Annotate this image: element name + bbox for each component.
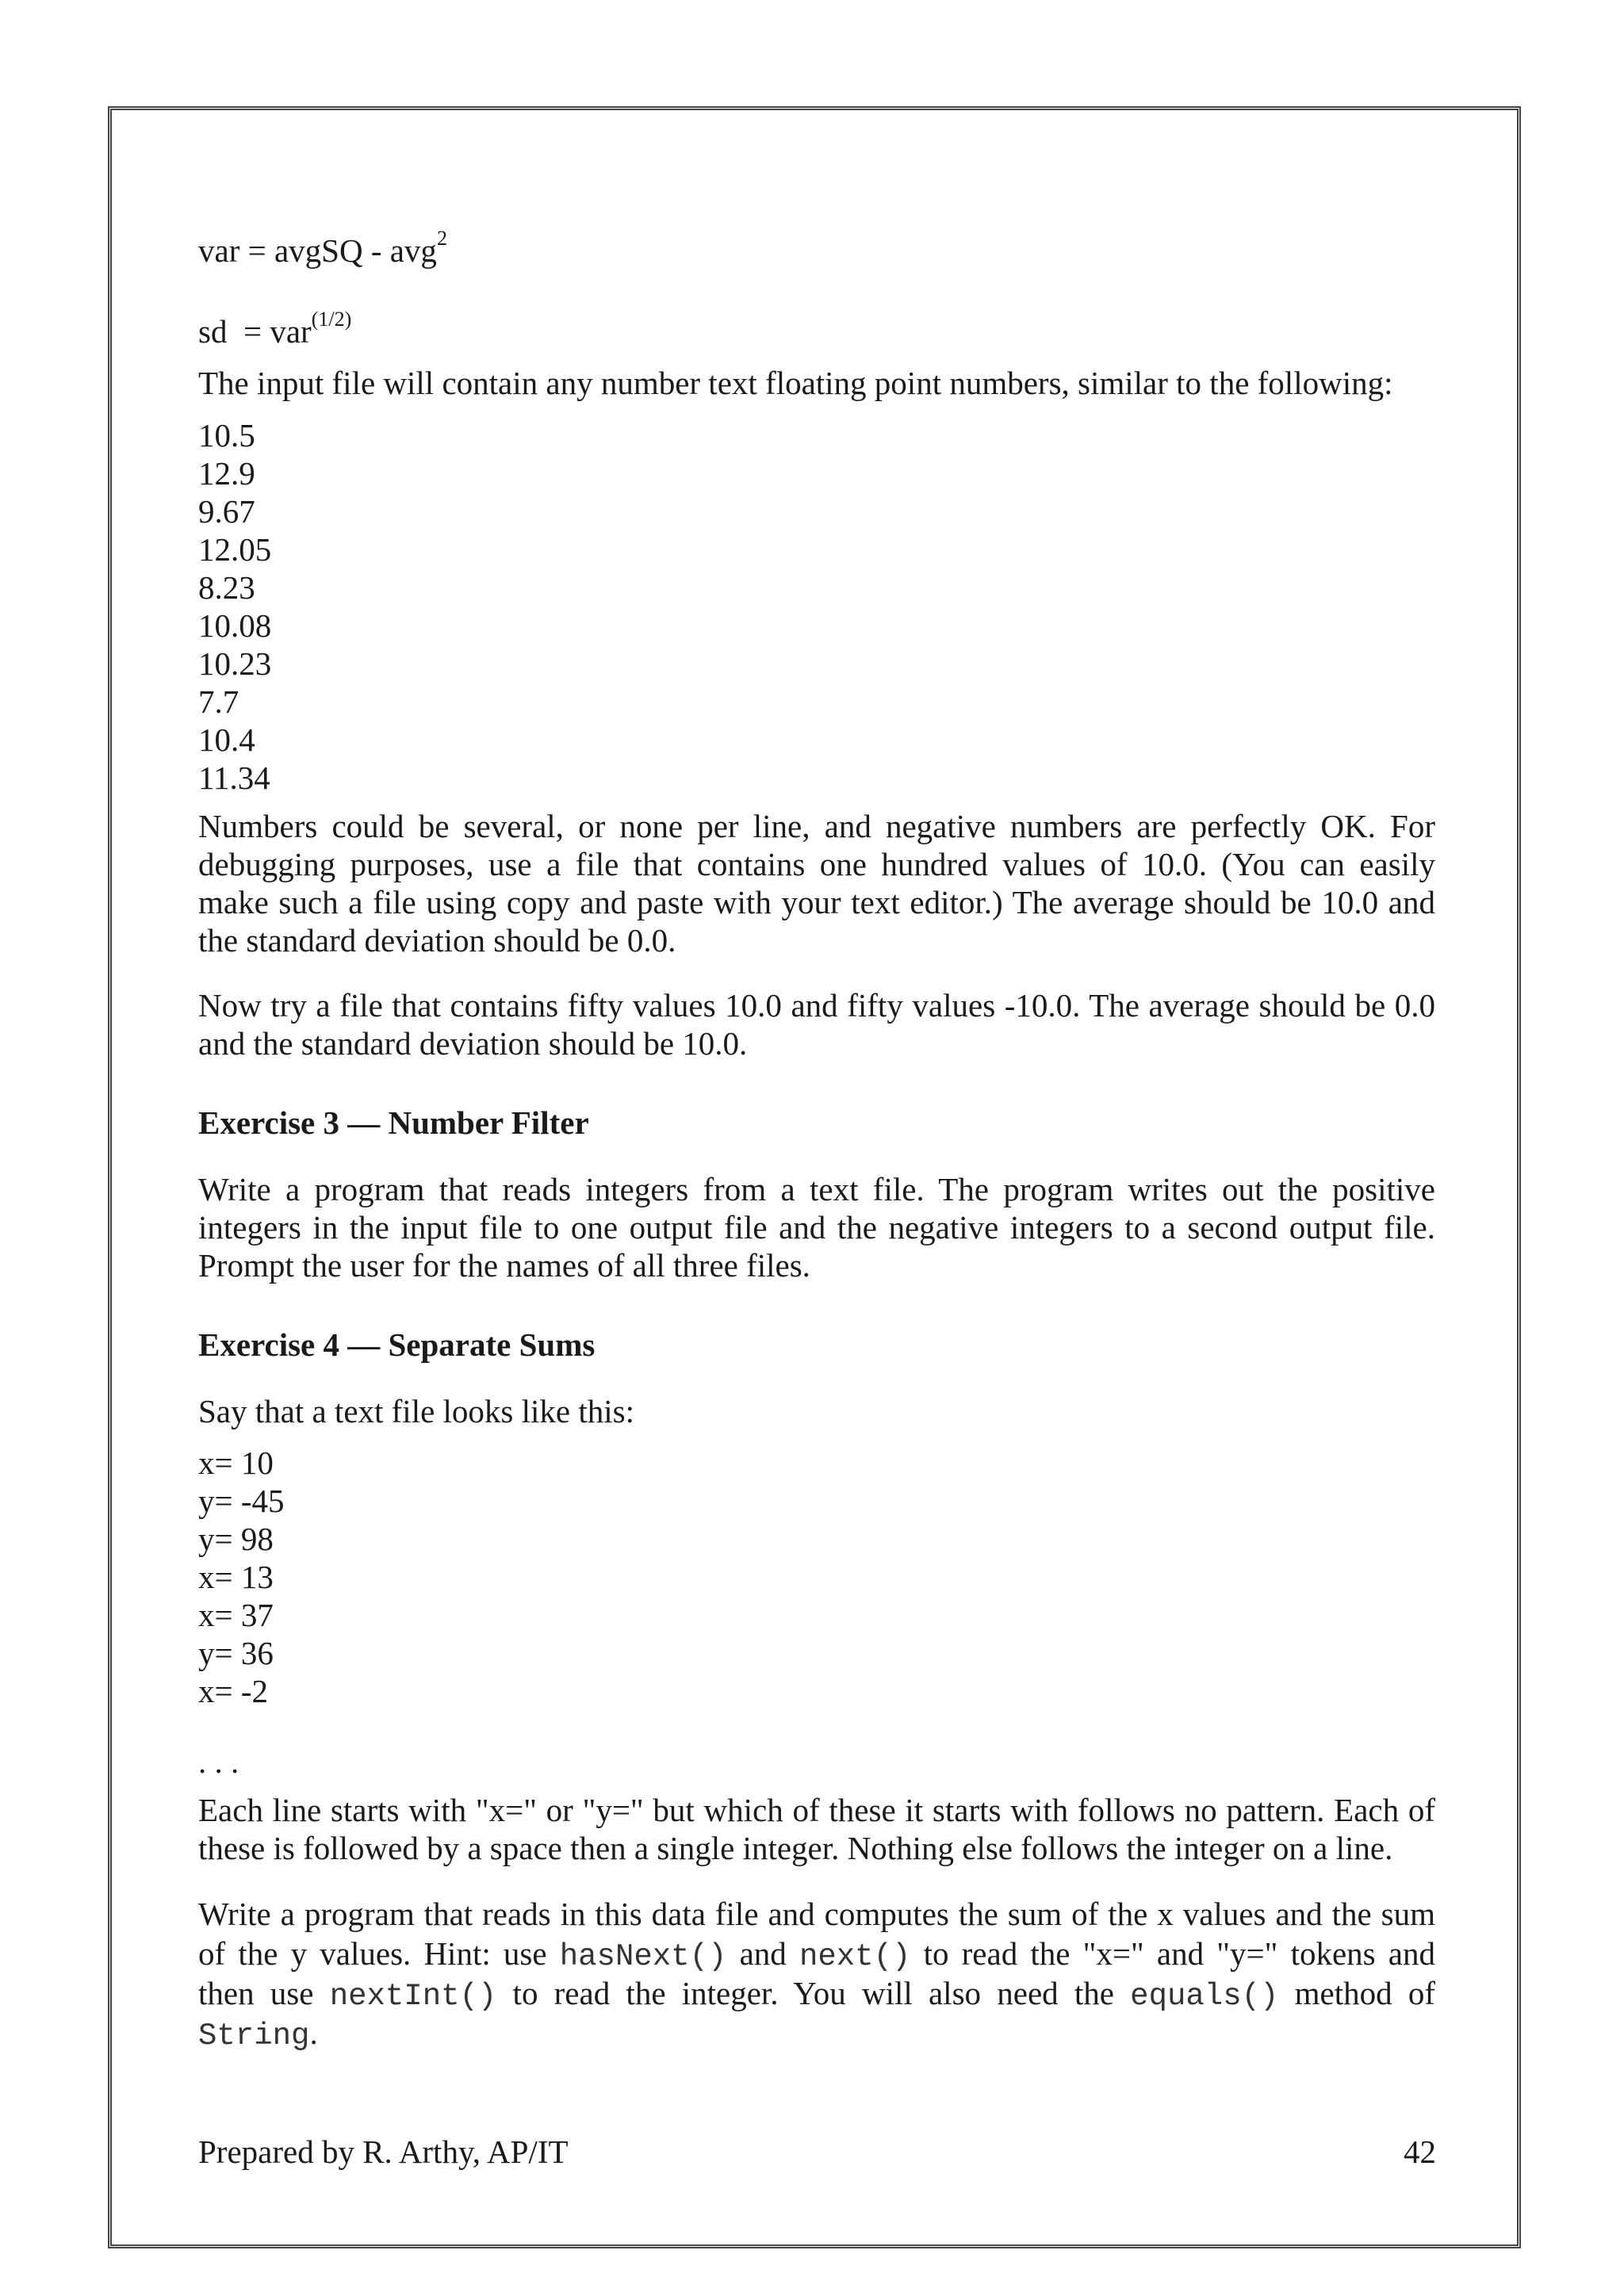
paragraph-line: debugging purposes, use a file that contains one hundred values of 10.0. (You can easily (198, 846, 1435, 882)
text-run: then use (198, 1975, 330, 2011)
paragraph-line (198, 1934, 1435, 1973)
number-item: 12.9 (198, 455, 255, 492)
number-item: 10.4 (198, 721, 255, 758)
paragraph-line: Numbers could be several, or none per line, and negative numbers are perfectly OK. For (198, 808, 1435, 844)
sd-formula-text: sd = var (198, 313, 312, 350)
text-run: of the y values. Hint: use (198, 1935, 560, 1972)
number-item: 7.7 (198, 683, 239, 720)
footer-author: Prepared by R. Arthy, AP/IT (198, 2133, 569, 2170)
variance-formula-text: var = avgSQ - avg (198, 232, 437, 269)
sd-exponent: (1/2) (311, 308, 352, 331)
data-line: x= -2 (198, 1673, 269, 1709)
data-line: y= 98 (198, 1521, 274, 1557)
number-item: 9.67 (198, 493, 255, 530)
paragraph-line: and the standard deviation should be 10.0. (198, 1025, 748, 1062)
text-run: to read the integer. You will also need the (496, 1975, 1131, 2011)
data-line: x= 10 (198, 1445, 274, 1481)
text-run: . (309, 2015, 318, 2051)
number-list (198, 416, 271, 797)
paragraph-line: Each line starts with "x=" or "y=" but which of these it starts with follows no pattern. Each of (198, 1792, 1435, 1828)
data-line: x= 37 (198, 1597, 274, 1633)
paragraph-line: make such a file using copy and paste with your text editor.) The average should be 10.0 and (198, 884, 1435, 920)
exercise-4-heading: Exercise 4 — Separate Sums (198, 1326, 596, 1363)
variance-formula (198, 227, 447, 270)
number-item: 11.34 (198, 760, 270, 796)
variance-exponent: 2 (436, 227, 447, 251)
write-program-paragraph (198, 1894, 1435, 2053)
code-hasnext: hasNext() (559, 1939, 727, 1974)
each-line-paragraph (198, 1791, 1435, 1867)
fifty-values-paragraph (198, 986, 1435, 1062)
paragraph-line: Write a program that reads in this data file and computes the sum of the x values and the sum (198, 1896, 1435, 1932)
number-item: 12.05 (198, 531, 272, 568)
exercise-3-paragraph (198, 1170, 1435, 1284)
paragraph-line (198, 2013, 1435, 2053)
data-line: y= 36 (198, 1635, 274, 1671)
number-item: 8.23 (198, 569, 255, 606)
ellipsis: . . . (198, 1743, 239, 1780)
paragraph-line: Write a program that reads integers from a text file. The program writes out the positive (198, 1171, 1435, 1207)
number-item: 10.08 (198, 607, 272, 644)
exercise-4-intro: Say that a text file looks like this: (198, 1393, 634, 1429)
data-line: x= 13 (198, 1559, 274, 1595)
text-run: to read the "x=" and "y=" tokens and (910, 1935, 1435, 1972)
code-nextint: nextInt() (329, 1979, 497, 2014)
page-number: 42 (1404, 2133, 1436, 2170)
exercise-3-heading: Exercise 3 — Number Filter (198, 1104, 589, 1141)
paragraph-line: the standard deviation should be 0.0. (198, 922, 676, 959)
number-item: 10.23 (198, 645, 272, 682)
paragraph-line: Prompt the user for the names of all three files. (198, 1247, 810, 1284)
text-run: and (726, 1935, 799, 1972)
paragraph-line: integers in the input file to one output file and the negative integers to a second output file. (198, 1209, 1435, 1246)
number-item: 10.5 (198, 417, 255, 453)
code-string: String (198, 2019, 310, 2053)
data-line: y= -45 (198, 1483, 285, 1519)
intro-text: The input file will contain any number text floating point numbers, similar to the following: (198, 365, 1393, 401)
paragraph-line: Now try a file that contains fifty values 10.0 and fifty values -10.0. The average should be 0.0 (198, 987, 1435, 1024)
paragraph-line (198, 1973, 1435, 2013)
numbers-paragraph (198, 807, 1435, 959)
code-equals: equals() (1130, 1979, 1279, 2014)
code-next: next() (799, 1939, 911, 1974)
sd-formula (198, 308, 352, 350)
text-run: method of (1278, 1975, 1435, 2011)
paragraph-line: these is followed by a space then a single integer. Nothing else follows the integer on a line. (198, 1830, 1393, 1866)
data-file-lines (198, 1444, 285, 1710)
